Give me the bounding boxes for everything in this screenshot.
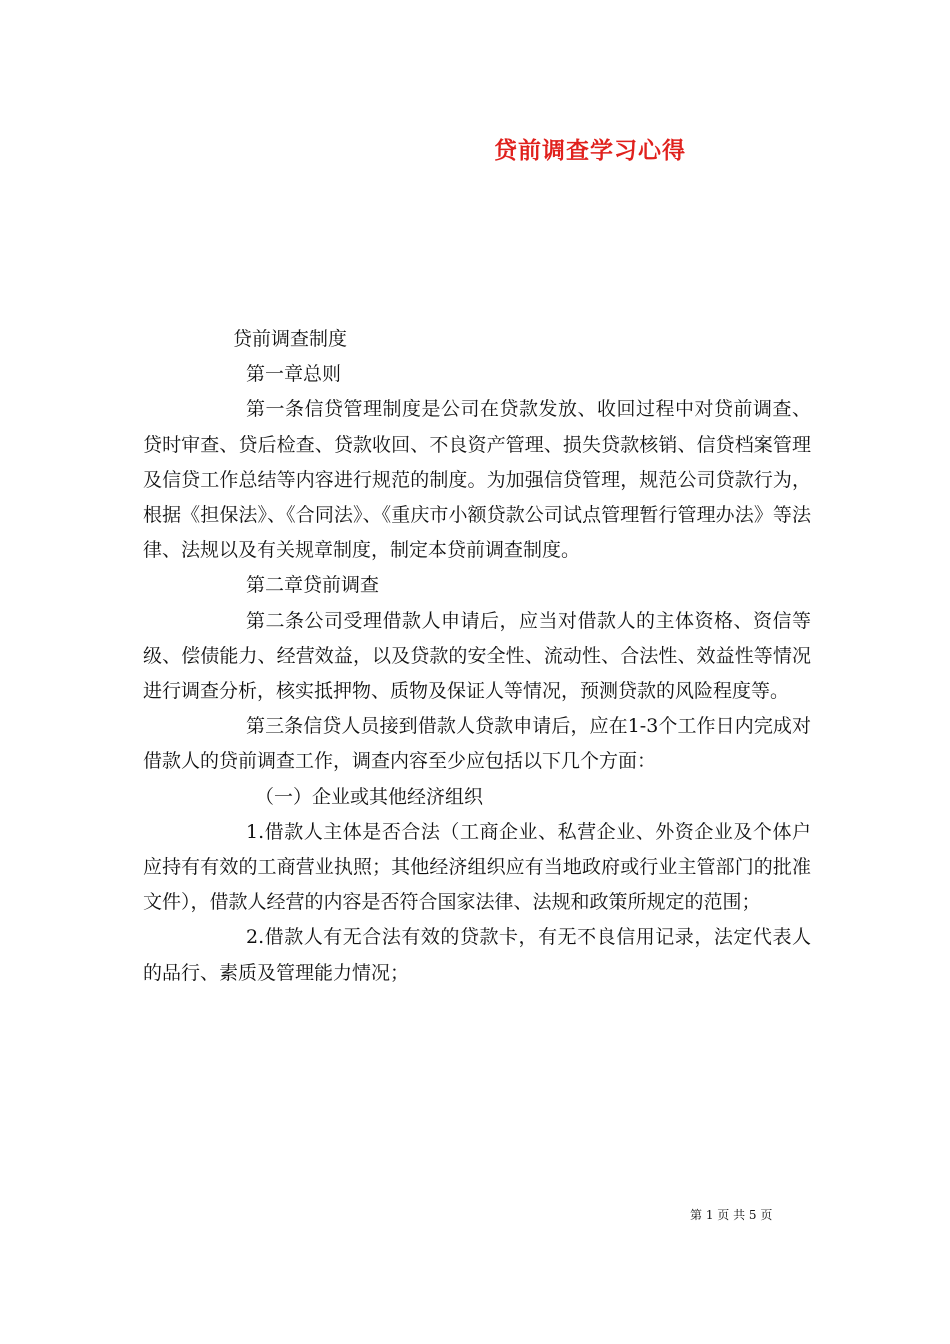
- subsection-heading: （一）企业或其他经济组织: [255, 785, 484, 808]
- page-number: 第 1 页 共 5 页: [690, 1208, 773, 1222]
- section-heading: 贷前调查制度: [233, 328, 348, 350]
- document-body: [143, 322, 811, 991]
- chapter-heading: 第二章贷前调查: [246, 574, 380, 597]
- article-paragraph: 第二条公司受理借款人申请后，应当对借款人的主体资格、资信等级、偿债能力、经营效益，以及贷款的安全性、流动性、合法性、效益性等情况进行调查分析，核实抵押物、质物及保证人等情况，预测贷款的风险程度等。: [143, 609, 811, 703]
- article-paragraph: 第三条信贷人员接到借款人贷款申请后，应在1-3个工作日内完成对借款人的贷前调查工作，调查内容至少应包括以下几个方面：: [143, 715, 811, 773]
- article-paragraph: 第一条信贷管理制度是公司在贷款发放、收回过程中对贷前调查、贷时审查、贷后检查、贷款收回、不良资产管理、损失贷款核销、信贷档案管理及信贷工作总结等内容进行规范的制度。为加强信贷管理，规范公司贷款行为，根据《担保法》、《合同法》、《重庆市小额贷款公司试点管理暂行管理办法》等法律、法规以及有关规章制度，制定本贷前调查制度。: [143, 398, 811, 562]
- document-title: 贷前调查学习心得: [494, 137, 686, 164]
- list-item: 1.借款人主体是否合法（工商企业、私营企业、外资企业及个体户应持有有效的工商营业执照；其他经济组织应有当地政府或行业主管部门的批准文件），借款人经营的内容是否符合国家法律、法规和政策所规定的范围；: [143, 820, 811, 914]
- chapter-heading: 第一章总则: [246, 363, 342, 386]
- list-item: 2.借款人有无合法有效的贷款卡，有无不良信用记录，法定代表人的品行、素质及管理能力情况；: [143, 926, 811, 984]
